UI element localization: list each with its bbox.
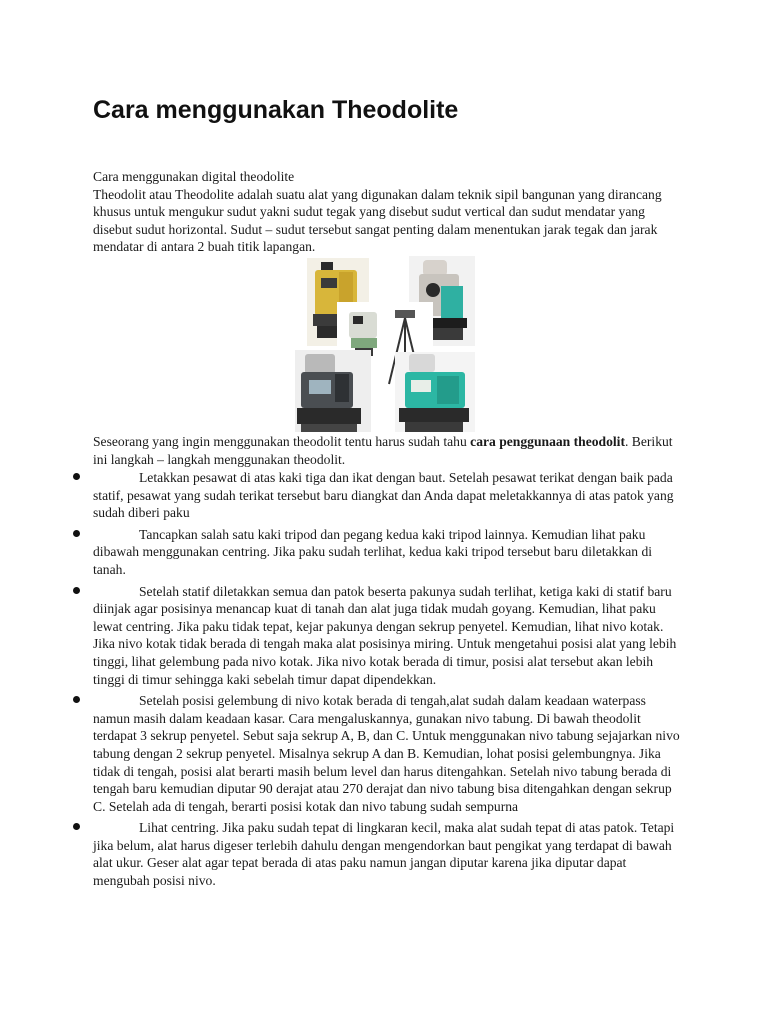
subtitle: Cara menggunakan digital theodolite [93, 169, 295, 184]
after-image-lead: Seseorang yang ingin menggunakan theodolit tentu harus sudah tahu [93, 434, 471, 449]
intro-paragraph: Theodolit atau Theodolite adalah suatu alat yang digunakan dalam teknik sipil bangunan yang dirancang khusus untuk mengukur sudut yakni sudut tegak yang disebut sudut vertical dan sudut mendatar yang disebut sudut horizontal. Sudut – sudut tersebut sangat penting dalam menentukan jarak tegak dan jarak mendatar di antara 2 buah titik lapangan. [93, 186, 662, 255]
bullet-icon [73, 823, 80, 830]
theodolite-collage-image [291, 256, 477, 432]
intro-section [93, 168, 683, 256]
list-item [93, 526, 683, 579]
total-station [295, 350, 371, 432]
list-item [93, 583, 683, 689]
after-image-tail: . Berikut ini langkah – langkah menggunakan theodolit. [93, 434, 673, 467]
list-item [93, 692, 683, 815]
step-text: Letakkan pesawat di atas kaki tiga dan ikat dengan baut. Setelah pesawat terikat dengan baik pada statif, pesawat yang sudah terikat tersebut baru diangkat dan Anda dapat meletakkannya di atas patok yang sudah diberi paku [93, 470, 674, 521]
step-text: Setelah posisi gelembung di nivo kotak berada di tengah,alat sudah dalam keadaan waterpass namun masih dalam keadaan kasar. Cara mengaluskannya, gunakan nivo tabung. Di bawah theodolit terdapat 3 sekrup penyetel. Sebut saja sekrup A, B, dan C. Untuk menggunakan nivo tabung sejajarkan nivo tabung dengan 2 sekrup penyetel. Misalnya sekrup A dan B. Kemudian, lohat posisi gelembungnya. Jika tidak di tengah, posisi alat berarti masih belum level dan harus ditengahkan. Setelah nivo tabung berada di tengah baru kemudian diputar 90 derajat atau 270 derajat dan nivo tabung bisa ditengahkan dengan sekrup C. Setelah ada di tengah, berarti posisi kotak dan nivo tabung sudah sempurna [93, 693, 680, 814]
step-text: Lihat centring. Jika paku sudah tepat di lingkaran kecil, maka alat sudah tepat di atas patok. Tetapi jika belum, alat harus digeser terlebih dahulu dengan mengendorkan baut pengikat yang terdapat di bawah alat ukur. Geser alat agar tepat berada di atas paku namun jangan diputar karena jika diputar dapat mengubah posisi nivo. [93, 820, 675, 889]
steps-list [93, 469, 683, 894]
step-text: Setelah statif diletakkan semua dan patok beserta pakunya sudah terlihat, ketiga kaki di statif baru diinjak agar posisinya menancap kuat di tanah dan alat juga tidak mudah goyang. Kemudian, lihat paku lewat centring. Jika paku tidak tepat, kejar pakunya dengan sekrup penyetel. Kemudian, lihat nivo kotak. Jika nivo kotak tidak berada di tengah maka alat posisinya miring. Untuk mengetahui posisi alat yang lebih tinggi, lihat gelembung pada nivo kotak. Jika nivo kotak berada di timur, posisi alat tersebut akan lebih tinggi di timur sehingga kaki sebelah timur dapat dipendekkan. [93, 583, 677, 687]
green-theodolite [395, 352, 475, 432]
after-image-text [93, 433, 683, 468]
bullet-icon [73, 696, 80, 703]
list-item [93, 819, 683, 889]
theodolite-collage-icon [291, 256, 477, 432]
list-item [93, 469, 683, 522]
after-image-paragraph [93, 433, 683, 468]
bullet-icon [73, 587, 80, 594]
after-image-bold: cara penggunaan theodolit [470, 434, 625, 449]
bullet-icon [73, 473, 80, 480]
page-title: Cara menggunakan Theodolite [93, 96, 459, 124]
step-text: Tancapkan salah satu kaki tripod dan pegang kedua kaki tripod lainnya. Kemudian lihat paku dibawah menggunakan centring. Jika paku sudah terlihat, kedua kaki tripod tersebut baru diletakkan di tanah. [93, 526, 653, 577]
bullet-icon [73, 530, 80, 537]
